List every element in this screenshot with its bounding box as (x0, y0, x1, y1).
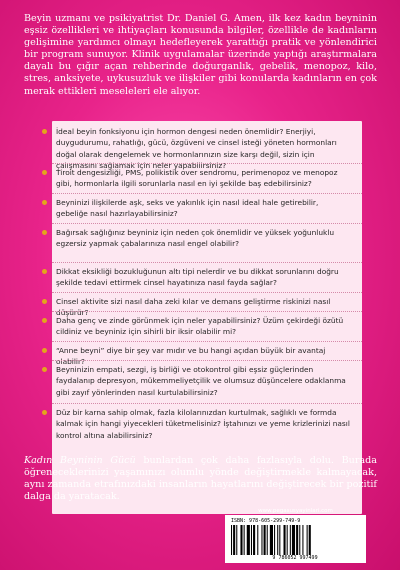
barcode-bar (231, 525, 232, 555)
intro-paragraph: Beyin uzmanı ve psikiyatrist Dr. Daniel G. Amen, ilk kez kadın beyninin eşsiz özellikleri ve ihtiyaçları konusunda bilgiler, özellikle de kadınların gelişimine yardımcı olmayı hedefleyerek yarattığı pratik ve yönlendirici bir program sunuyor. Klinik uygulamalar üzerinde yaptığı araştırmalara dayalı bu çığır açan rehberinde doğurganlık, gebelik, menopoz, kilo, stres, anksiyete, uykusuzluk ve ilişkiler gibi konularda kadınların en çok merak ettikleri meseleleri ele alıyor. (24, 13, 377, 97)
separator (52, 403, 362, 404)
bullet-icon (42, 318, 47, 323)
bullet-icon (42, 410, 47, 415)
barcode-bar (309, 525, 311, 555)
question-item: İdeal beyin fonksiyonu için hormon dengesi neden önemlidir? Enerjiyi, duygudurumu, rahatlığı, gücü, özgüveni ve cinsel isteği yöneten hormonları doğal olarak dengelemek ve hormonlarınızın size karşı değil, sizin için çalışmasını sağlamak için neler yapabilirsiniz? (56, 126, 352, 172)
question-item: Bağırsak sağlığınız beyniniz için neden çok önemlidir ve yüksek yoğunluklu egzersiz yapmak çabalarınıza nasıl engel olabilir? (56, 227, 352, 250)
separator (52, 311, 362, 312)
bullet-icon (42, 230, 47, 235)
book-title: Kadın Beyninin Gücü (24, 455, 136, 466)
barcode-bar (253, 525, 255, 555)
barcode-bar (244, 525, 245, 555)
separator (52, 360, 362, 361)
barcode-bar (240, 525, 242, 555)
question-item: Beyninizin empati, sezgi, iş birliği ve otokontrol gibi eşsiz güçlerinden faydalanıp depresyon, mükemmeliyetçilik ve olumsuz düşüncelere odaklanma gibi zayıf yönlerinden nasıl kurtulabilirsiniz? (56, 364, 352, 398)
isbn-label: ISBN: 978-605-299-749-9 (231, 518, 301, 524)
question-item: “Anne beyni” diye bir şey var mıdır ve bu hangi açıdan büyük bir avantaj olabilir? (56, 345, 352, 368)
barcode-bar (279, 525, 280, 555)
barcode-bar (296, 525, 298, 555)
question-item: Düz bir karna sahip olmak, fazla kilolarınızdan kurtulmak, sağlıklı ve formda kalmak için hangi yiyecekleri tüketmelisiniz? İştahınızı ve yeme krizlerinizi nasıl kontrol altına alabilirsiniz? (56, 407, 352, 441)
outro-paragraph (24, 455, 377, 503)
barcode-bar (261, 525, 262, 555)
question-item: Beyninizi ilişkilerde aşk, seks ve yakınlık için nasıl ideal hale getirebilir, gebeliğe nasıl hazırlayabilirsiniz? (56, 197, 352, 220)
barcode-bar (267, 525, 268, 555)
barcode-number: 9 786052 997499 (272, 555, 318, 561)
bullet-icon (42, 348, 47, 353)
separator (52, 163, 362, 164)
bullet-icon (42, 299, 47, 304)
barcode-bar (247, 525, 250, 555)
barcode-bar (257, 525, 258, 555)
barcode-bar (233, 525, 235, 555)
barcode-bar (251, 525, 252, 555)
separator (52, 193, 362, 194)
barcode-bar (292, 525, 295, 555)
outro-text: bunlardan çok daha fazlasıyla dolu. Burada öğreneceklerinizi yaşamınızı olumlu yönde değiştirmekle kalmayacak, aynı zamanda etrafınızdaki insanların hayatlarını değiştirecek bir pozitif dalga da yaratacak. (24, 455, 377, 503)
question-item: Tiroit dengesizliği, PMS, polikistik over sendromu, perimenopoz ve menopoz gibi, hormonlarla ilgili sorunlarla nasıl en iyi şekilde baş edebilirsiniz? (56, 167, 352, 190)
barcode-bars (231, 525, 359, 555)
question-item: Dikkat eksikliği bozukluğunun altı tipi nelerdir ve bu dikkat sorunlarını doğru şekilde tedavi ettirmek cinsel hayatınıza nasıl fayda sağlar? (56, 266, 352, 289)
barcode (225, 515, 366, 563)
separator (52, 262, 362, 263)
bullet-icon (42, 367, 47, 372)
barcode-bar (274, 525, 275, 555)
question-item: Daha genç ve zinde görünmek için neler yapabilirsiniz? Üzüm çekirdeği özütü cildiniz ve beyniniz için sihirli bir iksir olabilir mi? (56, 315, 352, 338)
barcode-bar (302, 525, 303, 555)
barcode-bar (236, 525, 237, 555)
bullet-icon (42, 200, 47, 205)
barcode-bar (284, 525, 286, 555)
barcode-bar (299, 525, 300, 555)
barcode-bar (287, 525, 288, 555)
separator (52, 292, 362, 293)
question-item: Cinsel aktivite sizi nasıl daha zeki kılar ve demans geliştirme riskinizi nasıl düşürür? (56, 296, 352, 319)
barcode-bar (277, 525, 278, 555)
separator (52, 341, 362, 342)
separator (52, 223, 362, 224)
bullet-icon (42, 129, 47, 134)
bullet-icon (42, 170, 47, 175)
barcode-bar (290, 525, 291, 555)
publisher-website: www.pegasusyayinlari.com (258, 508, 333, 514)
barcode-bar (264, 525, 266, 555)
bullet-icon (42, 269, 47, 274)
barcode-bar (270, 525, 273, 555)
barcode-bar (307, 525, 308, 555)
